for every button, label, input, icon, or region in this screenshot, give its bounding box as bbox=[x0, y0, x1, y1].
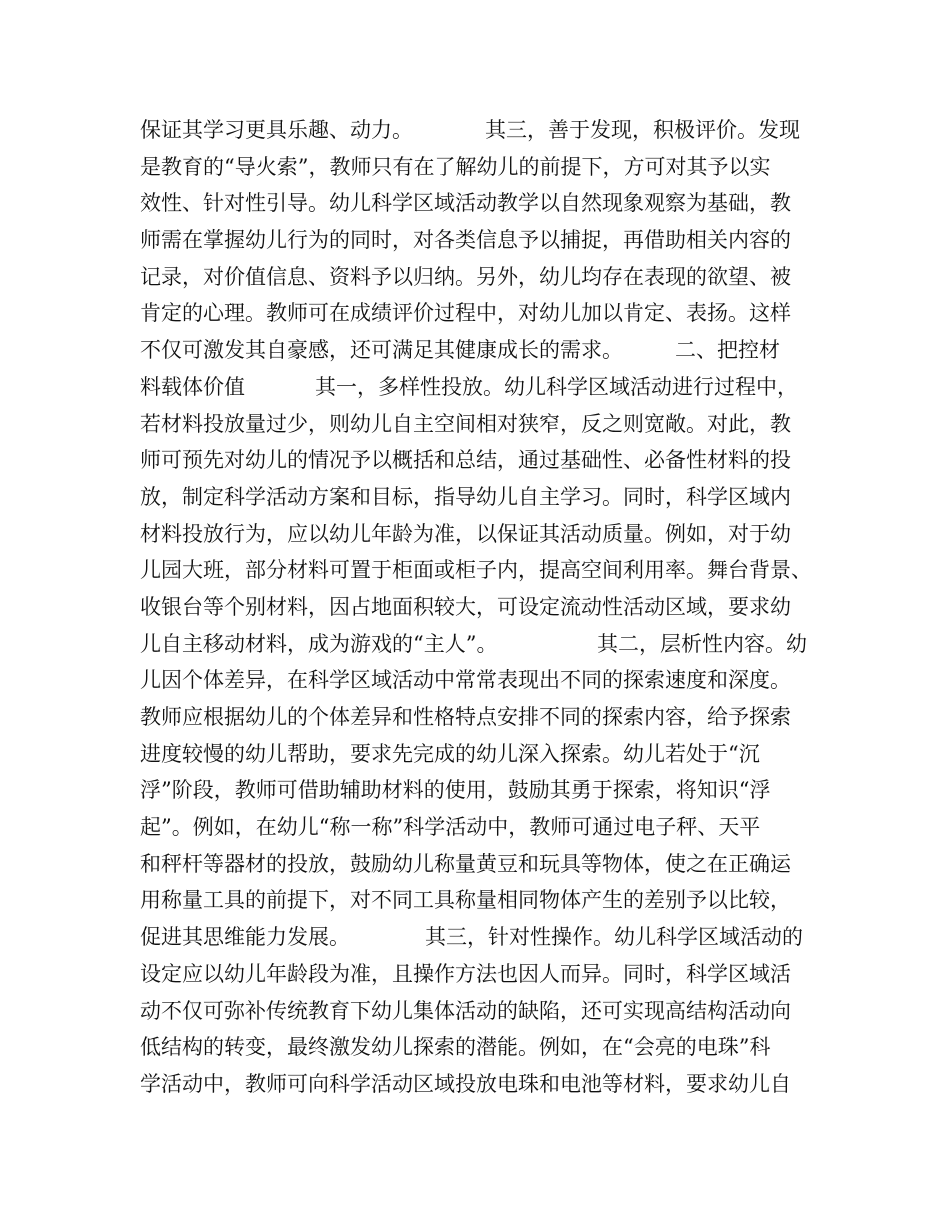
text-line bbox=[140, 295, 830, 332]
text-segment: 师可预先对幼儿的情况予以概括和总结，通过基础性、必备性材料的投 bbox=[140, 448, 791, 473]
text-line bbox=[140, 809, 830, 846]
text-line bbox=[140, 552, 830, 589]
text-line bbox=[140, 626, 830, 663]
text-line bbox=[140, 149, 830, 186]
text-segment: 不仅可激发其自豪感，还可满足其健康成长的需求。 bbox=[140, 338, 623, 363]
text-line bbox=[140, 993, 830, 1030]
text-segment: 儿园大班，部分材料可置于柜面或柜子内，提高空间利用率。舞台背景、 bbox=[140, 558, 812, 583]
text-segment: 记录，对价值信息、资料予以归纳。另外，幼儿均存在表现的欲望、被 bbox=[140, 264, 791, 289]
text-segment: 儿自主移动材料，成为游戏的“主人”。 bbox=[140, 631, 498, 656]
text-line bbox=[140, 1029, 830, 1066]
text-segment: 其三，针对性操作。幼儿科学区域活动的 bbox=[425, 925, 803, 950]
text-line bbox=[140, 772, 830, 809]
text-segment: 动不仅可弥补传统教育下幼儿集体活动的缺陷，还可实现高结构活动向 bbox=[140, 998, 791, 1023]
text-segment: 儿因个体差异，在科学区域活动中常常表现出不同的探索速度和深度。 bbox=[140, 668, 791, 693]
text-line bbox=[140, 956, 830, 993]
text-segment: 二、把控材 bbox=[675, 338, 780, 363]
text-segment: 若材料投放量过少，则幼儿自主空间相对狭窄，反之则宽敞。对此，教 bbox=[140, 411, 791, 436]
text-segment: 效性、针对性引导。幼儿科学区域活动教学以自然现象观察为基础，教 bbox=[140, 191, 791, 216]
text-segment: 用称量工具的前提下，对不同工具称量相同物体产生的差别予以比较， bbox=[140, 888, 791, 913]
text-segment: 料载体价值 bbox=[140, 374, 245, 399]
text-line bbox=[140, 736, 830, 773]
text-segment: 促进其思维能力发展。 bbox=[140, 925, 350, 950]
text-line bbox=[140, 662, 830, 699]
text-segment: 起”。例如，在幼儿“称一称”科学活动中，教师可通过电子秤、天平 bbox=[140, 815, 761, 840]
text-line bbox=[140, 846, 830, 883]
text-line bbox=[140, 1066, 830, 1103]
text-segment: 其三，善于发现，积极评价。发现 bbox=[485, 118, 800, 142]
text-line bbox=[140, 259, 830, 296]
text-segment: 保证其学习更具乐趣、动力。 bbox=[140, 118, 413, 142]
text-line bbox=[140, 406, 830, 443]
text-segment: 其一，多样性投放。幼儿科学区域活动进行过程中， bbox=[315, 374, 798, 399]
text-segment: 进度较慢的幼儿帮助，要求先完成的幼儿深入探索。幼儿若处于“沉 bbox=[140, 741, 760, 766]
text-segment: 肯定的心理。教师可在成绩评价过程中，对幼儿加以肯定、表扬。这样 bbox=[140, 301, 791, 326]
text-line bbox=[140, 369, 830, 406]
text-segment: 收银台等个别材料，因占地面积较大，可设定流动性活动区域，要求幼 bbox=[140, 594, 791, 619]
text-line bbox=[140, 479, 830, 516]
text-line bbox=[140, 919, 830, 956]
text-segment: 学活动中，教师可向科学活动区域投放电珠和电池等材料，要求幼儿自 bbox=[140, 1071, 791, 1096]
text-line bbox=[140, 222, 830, 259]
text-line bbox=[140, 699, 830, 736]
text-segment: 是教育的“导火索”，教师只有在了解幼儿的前提下，方可对其予以实 bbox=[140, 154, 771, 179]
text-segment: 放，制定科学活动方案和目标，指导幼儿自主学习。同时，科学区域内 bbox=[140, 484, 791, 509]
text-line bbox=[140, 589, 830, 626]
text-line bbox=[140, 516, 830, 553]
text-line bbox=[140, 882, 830, 919]
text-segment: 教师应根据幼儿的个体差异和性格特点安排不同的探索内容，给予探索 bbox=[140, 705, 791, 729]
text-line bbox=[140, 112, 830, 149]
body-text bbox=[140, 112, 830, 1103]
text-segment: 低结构的转变，最终激发幼儿探索的潜能。例如，在“会亮的电珠”科 bbox=[140, 1035, 771, 1060]
text-line bbox=[140, 332, 830, 369]
text-segment: 设定应以幼儿年龄段为准，且操作方法也因人而异。同时，科学区域活 bbox=[140, 961, 791, 986]
text-line bbox=[140, 442, 830, 479]
text-segment: 浮”阶段，教师可借助辅助材料的使用，鼓励其勇于探索，将知识“浮 bbox=[140, 778, 771, 803]
text-segment: 师需在掌握幼儿行为的同时，对各类信息予以捕捉，再借助相关内容的 bbox=[140, 228, 791, 253]
text-segment: 其二，层析性内容。幼 bbox=[597, 631, 807, 656]
text-segment: 材料投放行为，应以幼儿年龄为准，以保证其活动质量。例如，对于幼 bbox=[140, 521, 791, 546]
text-segment: 和秤杆等器材的投放，鼓励幼儿称量黄豆和玩具等物体，使之在正确运 bbox=[140, 851, 791, 876]
text-line bbox=[140, 185, 830, 222]
